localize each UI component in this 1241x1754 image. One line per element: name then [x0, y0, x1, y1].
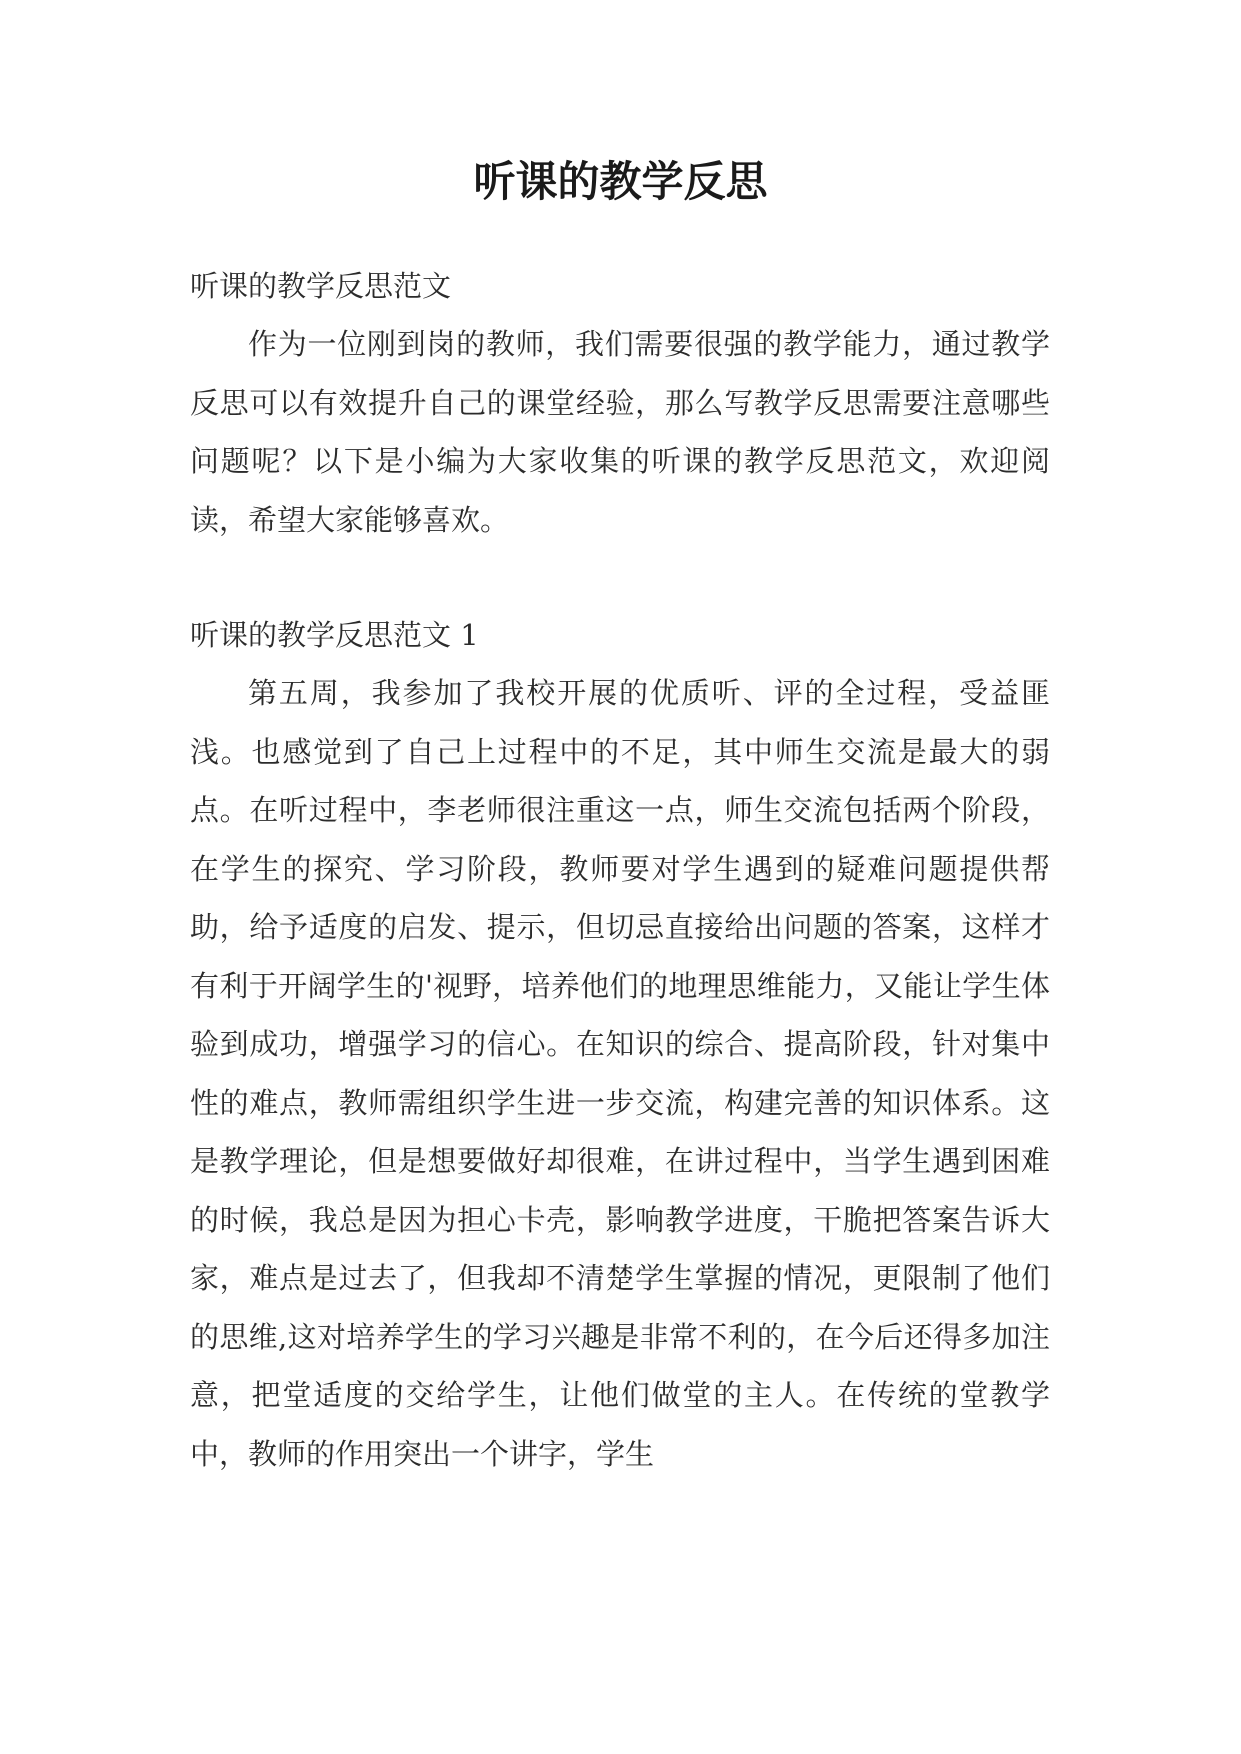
section-1-heading: 听课的教学反思范文 1: [190, 618, 479, 652]
document-title: 听课的教学反思: [473, 157, 768, 206]
intro-paragraph: 作为一位刚到岗的教师，我们需要很强的教学能力，通过教学反思可以有效提升自己的课堂经验，那么写教学反思需要注意哪些问题呢？以下是小编为大家收集的听课的教学反思范文，欢迎阅读，希望大家能够喜欢。: [190, 327, 1050, 537]
section-1-paragraph: 第五周，我参加了我校开展的优质听、评的全过程，受益匪浅。也感觉到了自己上过程中的不足，其中师生交流是最大的弱点。在听过程中，李老师很注重这一点，师生交流包括两个阶段，在学生的探究、学习阶段，教师要对学生遇到的疑难问题提供帮助，给予适度的启发、提示，但切忌直接给出问题的答案，这样才有利于开阔学生的'视野，培养他们的地理思维能力，又能让学生体验到成功，增强学习的信心。在知识的综合、提高阶段，针对集中性的难点，教师需组织学生进一步交流，构建完善的知识体系。这是教学理论，但是想要做好却很难，在讲过程中，当学生遇到困难的时候，我总是因为担心卡壳，影响教学进度，干脆把答案告诉大家，难点是过去了，但我却不清楚学生掌握的情况，更限制了他们的思维,这对培养学生的学习兴趣是非常不利的，在今后还得多加注意，把堂适度的交给学生，让他们做堂的主人。在传统的堂教学中，教师的作用突出一个讲字，学生: [190, 676, 1050, 1471]
intro-heading: 听课的教学反思范文: [190, 269, 452, 303]
intro-section: [190, 257, 1050, 549]
sample-section-1: [190, 606, 1050, 1483]
